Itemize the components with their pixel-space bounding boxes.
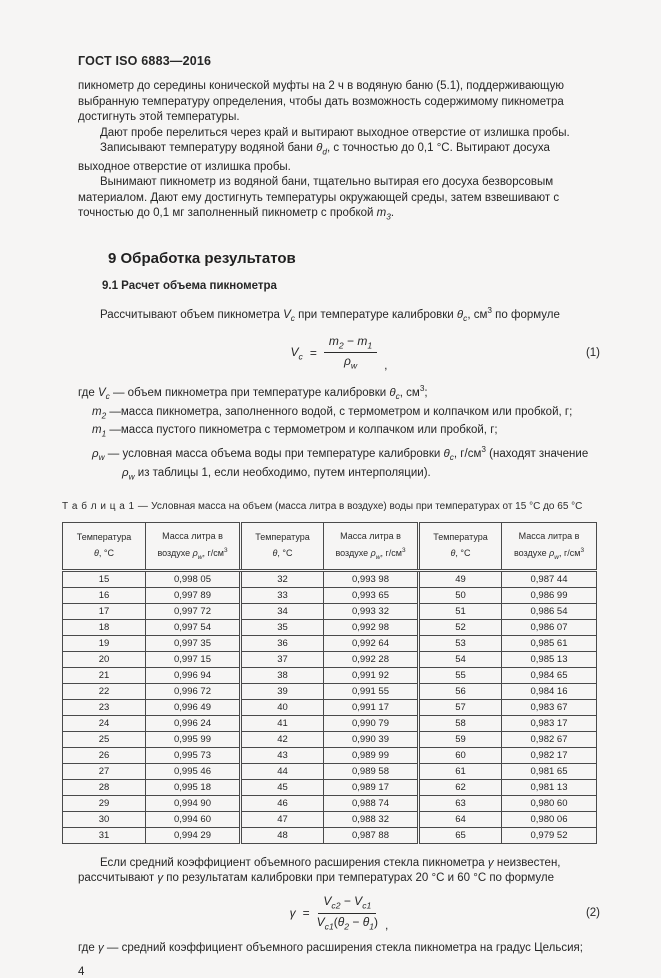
mass-cell: 0,980 06 — [502, 811, 597, 827]
table-row — [63, 635, 597, 651]
denominator: $V_{c1}(\theta_2 - \theta_1)$ — [316, 914, 379, 931]
temperature-cell: 19 — [63, 635, 146, 651]
temperature-cell: 16 — [63, 587, 146, 603]
table-row — [63, 570, 597, 587]
mass-cell: 0,987 44 — [502, 570, 597, 587]
temperature-cell: 41 — [241, 715, 324, 731]
mass-cell: 0,996 94 — [146, 667, 241, 683]
table-row — [63, 667, 597, 683]
numerator: $m_2 - m_1$ — [324, 334, 377, 354]
water-mass-table — [62, 522, 597, 844]
legend-gamma: где γ — средний коэффициент объемного расширения стекла пикнометра на градус Цельсия; — [78, 942, 583, 955]
mass-cell: 0,990 39 — [324, 731, 419, 747]
table-caption — [62, 499, 600, 515]
mass-cell: 0,994 29 — [146, 827, 241, 843]
numerator: $V_{c2} - V_{c1}$ — [318, 894, 376, 914]
mass-cell: 0,991 55 — [324, 683, 419, 699]
mass-cell: 0,980 60 — [502, 795, 597, 811]
table-row — [63, 779, 597, 795]
mass-cell: 0,997 89 — [146, 587, 241, 603]
temperature-cell: 58 — [419, 715, 502, 731]
formula-1 — [78, 334, 600, 372]
equals-sign: = — [302, 906, 310, 921]
temperature-cell: 37 — [241, 651, 324, 667]
formula-1-number: (1) — [585, 346, 600, 359]
mass-cell: 0,995 73 — [146, 747, 241, 763]
temperature-cell: 34 — [241, 603, 324, 619]
mass-cell: 0,996 24 — [146, 715, 241, 731]
temperature-cell: 50 — [419, 587, 502, 603]
formula-1-lhs: $V_c$ — [290, 344, 303, 362]
table-row — [63, 587, 597, 603]
temperature-cell: 29 — [63, 795, 146, 811]
mass-cell: 0,997 54 — [146, 619, 241, 635]
temperature-cell: 54 — [419, 651, 502, 667]
table-row — [63, 747, 597, 763]
mass-cell: 0,982 17 — [502, 747, 597, 763]
table-row — [63, 827, 597, 843]
mass-cell: 0,995 18 — [146, 779, 241, 795]
table-header — [63, 523, 597, 571]
paragraph-bath-continuation: пикнометр до середины конической муфты на 2 ч в водяную баню (5.1), поддерживающую выбранную температуру определения, чтобы дать возможность содержимому пикнометра достигнуть этой температуры. — [78, 80, 564, 123]
mass-header: Масса литра в воздухе $\rho_w$, $г/см^3$ — [502, 523, 597, 571]
formula-2-number: (2) — [585, 907, 600, 920]
legend-m1: $m_1$ —масса пустого пикнометра с термометром и колпачком или пробкой, г; — [92, 424, 498, 439]
temperature-cell: 49 — [419, 570, 502, 587]
temperature-cell: 20 — [63, 651, 146, 667]
table-row — [63, 699, 597, 715]
table-row — [63, 651, 597, 667]
mass-cell: 0,989 58 — [324, 763, 419, 779]
subsection-heading: 9.1 Расчет объема пикнометра — [102, 280, 277, 293]
temperature-cell: 62 — [419, 779, 502, 795]
mass-cell: 0,984 16 — [502, 683, 597, 699]
formula-2-lhs: γ — [289, 906, 296, 921]
temperature-cell: 63 — [419, 795, 502, 811]
mass-cell: 0,988 32 — [324, 811, 419, 827]
mass-cell: 0,992 98 — [324, 619, 419, 635]
mass-cell: 0,996 49 — [146, 699, 241, 715]
mass-cell: 0,990 79 — [324, 715, 419, 731]
mass-cell: 0,981 13 — [502, 779, 597, 795]
temperature-cell: 60 — [419, 747, 502, 763]
document-header: ГОСТ ISO 6883—2016 — [78, 54, 212, 68]
temperature-header: Температура θ, °С — [63, 523, 146, 571]
mass-cell: 0,983 67 — [502, 699, 597, 715]
paragraph-overflow: Дают пробе перелиться через край и вытирают выходное отверстие от излишка пробы. — [100, 126, 570, 139]
temperature-cell: 36 — [241, 635, 324, 651]
temperature-cell: 26 — [63, 747, 146, 763]
temperature-header: Температура θ, °С — [241, 523, 324, 571]
temperature-cell: 61 — [419, 763, 502, 779]
temperature-cell: 42 — [241, 731, 324, 747]
mass-cell: 0,991 17 — [324, 699, 419, 715]
mass-cell: 0,985 61 — [502, 635, 597, 651]
mass-cell: 0,992 28 — [324, 651, 419, 667]
mass-cell: 0,986 99 — [502, 587, 597, 603]
table-row — [63, 715, 597, 731]
mass-cell: 0,996 72 — [146, 683, 241, 699]
section-heading: 9 Обработка результатов — [108, 250, 296, 268]
temperature-cell: 46 — [241, 795, 324, 811]
temperature-cell: 17 — [63, 603, 146, 619]
temperature-cell: 44 — [241, 763, 324, 779]
table-row — [63, 619, 597, 635]
mass-cell: 0,988 74 — [324, 795, 419, 811]
table-row — [63, 763, 597, 779]
temperature-cell: 25 — [63, 731, 146, 747]
mass-header: Масса литра в воздухе $\rho_w$, $г/см^3$ — [324, 523, 419, 571]
mass-cell: 0,994 90 — [146, 795, 241, 811]
equals-sign: = — [309, 345, 317, 360]
formula-comma: , — [384, 357, 388, 372]
temperature-cell: 48 — [241, 827, 324, 843]
temperature-cell: 43 — [241, 747, 324, 763]
temperature-cell: 56 — [419, 683, 502, 699]
temperature-cell: 24 — [63, 715, 146, 731]
mass-cell: 0,995 46 — [146, 763, 241, 779]
paragraph-remove-pycnometer: Вынимают пикнометр из водяной бани, тщательно вытирая его досуха безворсовым материалом. Дают ему достигнуть температуры окружающей среды, затем взвешивают с точностью до 0,1 мг заполненный пикнометр с пробкой $m_3$. — [78, 176, 560, 222]
temperature-cell: 39 — [241, 683, 324, 699]
mass-header: Масса литра в воздухе $\rho_w$, $г/см^3$ — [146, 523, 241, 571]
mass-cell: 0,997 35 — [146, 635, 241, 651]
temperature-cell: 32 — [241, 570, 324, 587]
temperature-cell: 57 — [419, 699, 502, 715]
legend-rho: $\rho_w$ — условная масса объема воды при температуре калибровки $\theta_c$, $г/см^3$ (находят значение $\rho_w$ из таблицы 1, если необходимо, путем интерполяции). — [92, 445, 589, 482]
table-row — [63, 731, 597, 747]
temperature-cell: 23 — [63, 699, 146, 715]
mass-cell: 0,987 88 — [324, 827, 419, 843]
temperature-cell: 47 — [241, 811, 324, 827]
temperature-cell: 40 — [241, 699, 324, 715]
legend-vc: где $V_c$ — объем пикнометра при температуре калибровки $\theta_c$, $см^3$; — [78, 383, 428, 402]
legend-m2: $m_2$ —масса пикнометра, заполненного водой, с термометром и колпачком или пробкой, г; — [92, 405, 573, 420]
temperature-cell: 35 — [241, 619, 324, 635]
mass-cell: 0,992 64 — [324, 635, 419, 651]
temperature-cell: 65 — [419, 827, 502, 843]
temperature-cell: 31 — [63, 827, 146, 843]
temperature-cell: 53 — [419, 635, 502, 651]
page-number: 4 — [78, 965, 85, 978]
temperature-cell: 30 — [63, 811, 146, 827]
temperature-cell: 45 — [241, 779, 324, 795]
mass-cell: 0,986 54 — [502, 603, 597, 619]
temperature-cell: 33 — [241, 587, 324, 603]
temperature-cell: 28 — [63, 779, 146, 795]
table-row — [63, 811, 597, 827]
mass-cell: 0,989 17 — [324, 779, 419, 795]
mass-cell: 0,981 65 — [502, 763, 597, 779]
formula-2-expression — [290, 894, 389, 932]
table-row — [63, 683, 597, 699]
table-row — [63, 603, 597, 619]
mass-cell: 0,991 92 — [324, 667, 419, 683]
temperature-cell: 64 — [419, 811, 502, 827]
formula-comma: , — [385, 918, 389, 933]
table-row — [63, 795, 597, 811]
temperature-cell: 59 — [419, 731, 502, 747]
water-table-body — [63, 570, 597, 843]
paragraph-record-temperature: Записывают температуру водяной бани $\theta_d$, с точностью до 0,1 °С. Вытирают досуха выходное отверстие от излишка пробы. — [78, 142, 550, 173]
paragraph-volume-intro: Рассчитывают объем пикнометра $V_c$ при температуре калибровки $\theta_c$, $см^3$ по формуле — [100, 306, 560, 324]
temperature-cell: 18 — [63, 619, 146, 635]
temperature-cell: 51 — [419, 603, 502, 619]
formula-2 — [78, 894, 600, 932]
mass-cell: 0,993 32 — [324, 603, 419, 619]
temperature-cell: 15 — [63, 570, 146, 587]
temperature-cell: 52 — [419, 619, 502, 635]
mass-cell: 0,998 05 — [146, 570, 241, 587]
mass-cell: 0,993 65 — [324, 587, 419, 603]
mass-cell: 0,997 15 — [146, 651, 241, 667]
mass-cell: 0,984 65 — [502, 667, 597, 683]
formula-1-expression — [291, 334, 388, 372]
temperature-cell: 38 — [241, 667, 324, 683]
denominator: $\rho_w$ — [343, 354, 358, 371]
mass-cell: 0,983 17 — [502, 715, 597, 731]
mass-cell: 0,995 99 — [146, 731, 241, 747]
mass-cell: 0,997 72 — [146, 603, 241, 619]
temperature-header: Температура θ, °С — [419, 523, 502, 571]
mass-cell: 0,989 99 — [324, 747, 419, 763]
table-caption-text: Условная масса на объем (масса литра в воздухе) воды при температурах от 15 °С до 65 °С — [148, 500, 583, 512]
mass-cell: 0,993 98 — [324, 570, 419, 587]
temperature-cell: 55 — [419, 667, 502, 683]
temperature-cell: 22 — [63, 683, 146, 699]
temperature-cell: 21 — [63, 667, 146, 683]
table-caption-label: Т а б л и ц а 1 — — [62, 500, 149, 512]
mass-cell: 0,985 13 — [502, 651, 597, 667]
paragraph-expansion-coefficient: Если средний коэффициент объемного расширения стекла пикнометра γ неизвестен, рассчитывают γ по результатам калибровки при температурах 20 °С и 60 °С по формуле — [78, 856, 561, 885]
fraction — [317, 894, 378, 932]
formula-1-legend — [78, 381, 600, 485]
mass-cell: 0,986 07 — [502, 619, 597, 635]
fraction — [324, 334, 377, 372]
mass-cell: 0,979 52 — [502, 827, 597, 843]
mass-cell: 0,994 60 — [146, 811, 241, 827]
temperature-cell: 27 — [63, 763, 146, 779]
mass-cell: 0,982 67 — [502, 731, 597, 747]
